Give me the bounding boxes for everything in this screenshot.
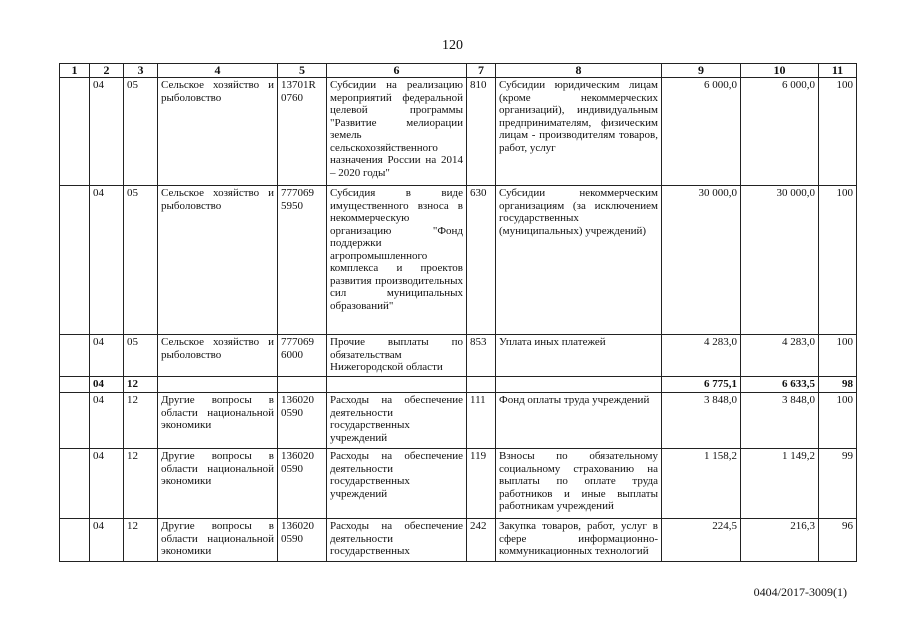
cell-section-name: Сельское хозяйство и рыболовство: [158, 335, 278, 377]
table-row: [60, 186, 857, 335]
cell-section-name: Другие вопросы в области национальной экономики: [158, 393, 278, 449]
col-header: 10: [741, 64, 819, 78]
cell-actual: 4 283,0: [741, 335, 819, 377]
col-header: 8: [496, 64, 662, 78]
cell-section-name: Сельское хозяйство и рыболовство: [158, 186, 278, 335]
table-row: [60, 519, 857, 562]
cell-col1: [60, 335, 90, 377]
cell-expense-name: Уплата иных платежей: [496, 335, 662, 377]
cell-target-code: 136020 0590: [278, 519, 327, 562]
cell-target-code: 777069 6000: [278, 335, 327, 377]
cell-actual: 3 848,0: [741, 393, 819, 449]
subtotal-row: [60, 377, 857, 393]
header-row: [60, 64, 857, 78]
cell-actual: 6 000,0: [741, 78, 819, 186]
cell-col1: [60, 449, 90, 519]
cell-percent: 96: [819, 519, 857, 562]
cell-section: 04: [90, 186, 124, 335]
cell-percent: 100: [819, 78, 857, 186]
cell-target-name: Субсидия в виде имущественного взноса в некоммерческую организацию "Фонд поддержки агропромышленного комплекса и проектов развития производительных сил муниципальных образований": [327, 186, 467, 335]
cell-col1: [60, 519, 90, 562]
col-header: 11: [819, 64, 857, 78]
cell-target-name: Расходы на обеспечение деятельности государственных: [327, 519, 467, 562]
cell-target-code: 13701R 0760: [278, 78, 327, 186]
col-header: 9: [662, 64, 741, 78]
cell-expense-name: [496, 377, 662, 393]
cell-section: 04: [90, 335, 124, 377]
cell-subsection: 12: [124, 449, 158, 519]
cell-col1: [60, 393, 90, 449]
cell-plan: 30 000,0: [662, 186, 741, 335]
cell-col1: [60, 186, 90, 335]
cell-subsection: 05: [124, 186, 158, 335]
cell-expense-name: Субсидии юридическим лицам (кроме некоммерческих организаций), индивидуальным предпринимателям, физическим лицам - производителям товаров, работ, услуг: [496, 78, 662, 186]
page-number: 120: [442, 38, 463, 53]
cell-expense-code: 853: [467, 335, 496, 377]
cell-target-name: Субсидии на реализацию мероприятий федеральной целевой программы "Развитие мелиорации земель сельскохозяйственного назначения России на 2014 – 2020 годы": [327, 78, 467, 186]
document-code: 0404/2017-3009(1): [753, 585, 847, 599]
cell-section: 04: [90, 519, 124, 562]
cell-expense-name: Фонд оплаты труда учреждений: [496, 393, 662, 449]
cell-expense-code: [467, 377, 496, 393]
cell-plan: 6 775,1: [662, 377, 741, 393]
cell-expense-name: Закупка товаров, работ, услуг в сфере информационно-коммуникационных технологий: [496, 519, 662, 562]
cell-target-code: [278, 377, 327, 393]
cell-plan: 4 283,0: [662, 335, 741, 377]
cell-subsection: 12: [124, 393, 158, 449]
cell-subsection: 05: [124, 78, 158, 186]
cell-section-name: Другие вопросы в области национальной экономики: [158, 519, 278, 562]
cell-percent: 98: [819, 377, 857, 393]
cell-target-code: 136020 0590: [278, 393, 327, 449]
cell-section-name: Сельское хозяйство и рыболовство: [158, 78, 278, 186]
table-row: [60, 449, 857, 519]
cell-plan: 224,5: [662, 519, 741, 562]
cell-expense-name: Взносы по обязательному социальному страхованию на выплаты по оплате труда работников и иные выплаты работникам учреждений: [496, 449, 662, 519]
cell-col1: [60, 377, 90, 393]
cell-section: 04: [90, 78, 124, 186]
cell-expense-code: 119: [467, 449, 496, 519]
col-header: 6: [327, 64, 467, 78]
cell-plan: 1 158,2: [662, 449, 741, 519]
cell-actual: 1 149,2: [741, 449, 819, 519]
cell-col1: [60, 78, 90, 186]
cell-section-name: [158, 377, 278, 393]
table-row: [60, 78, 857, 186]
table-row: [60, 393, 857, 449]
cell-plan: 3 848,0: [662, 393, 741, 449]
table-row: [60, 335, 857, 377]
cell-plan: 6 000,0: [662, 78, 741, 186]
cell-section: 04: [90, 377, 124, 393]
cell-subsection: 12: [124, 519, 158, 562]
cell-expense-code: 810: [467, 78, 496, 186]
cell-percent: 99: [819, 449, 857, 519]
cell-expense-name: Субсидии некоммерческим организациям (за исключением государственных (муниципальных) учреждений): [496, 186, 662, 335]
cell-actual: 6 633,5: [741, 377, 819, 393]
cell-target-code: 777069 5950: [278, 186, 327, 335]
col-header: 5: [278, 64, 327, 78]
cell-percent: 100: [819, 393, 857, 449]
col-header: 2: [90, 64, 124, 78]
col-header: 3: [124, 64, 158, 78]
cell-expense-code: 242: [467, 519, 496, 562]
cell-target-code: 136020 0590: [278, 449, 327, 519]
cell-target-name: Прочие выплаты по обязательствам Нижегородской области: [327, 335, 467, 377]
cell-target-name: [327, 377, 467, 393]
col-header: 4: [158, 64, 278, 78]
cell-section: 04: [90, 449, 124, 519]
cell-subsection: 12: [124, 377, 158, 393]
cell-section-name: Другие вопросы в области национальной экономики: [158, 449, 278, 519]
cell-actual: 216,3: [741, 519, 819, 562]
cell-section: 04: [90, 393, 124, 449]
cell-target-name: Расходы на обеспечение деятельности государственных учреждений: [327, 449, 467, 519]
cell-actual: 30 000,0: [741, 186, 819, 335]
col-header: 1: [60, 64, 90, 78]
cell-percent: 100: [819, 186, 857, 335]
cell-expense-code: 111: [467, 393, 496, 449]
cell-percent: 100: [819, 335, 857, 377]
cell-expense-code: 630: [467, 186, 496, 335]
cell-subsection: 05: [124, 335, 158, 377]
budget-table: [59, 63, 857, 562]
cell-target-name: Расходы на обеспечение деятельности государственных учреждений: [327, 393, 467, 449]
col-header: 7: [467, 64, 496, 78]
